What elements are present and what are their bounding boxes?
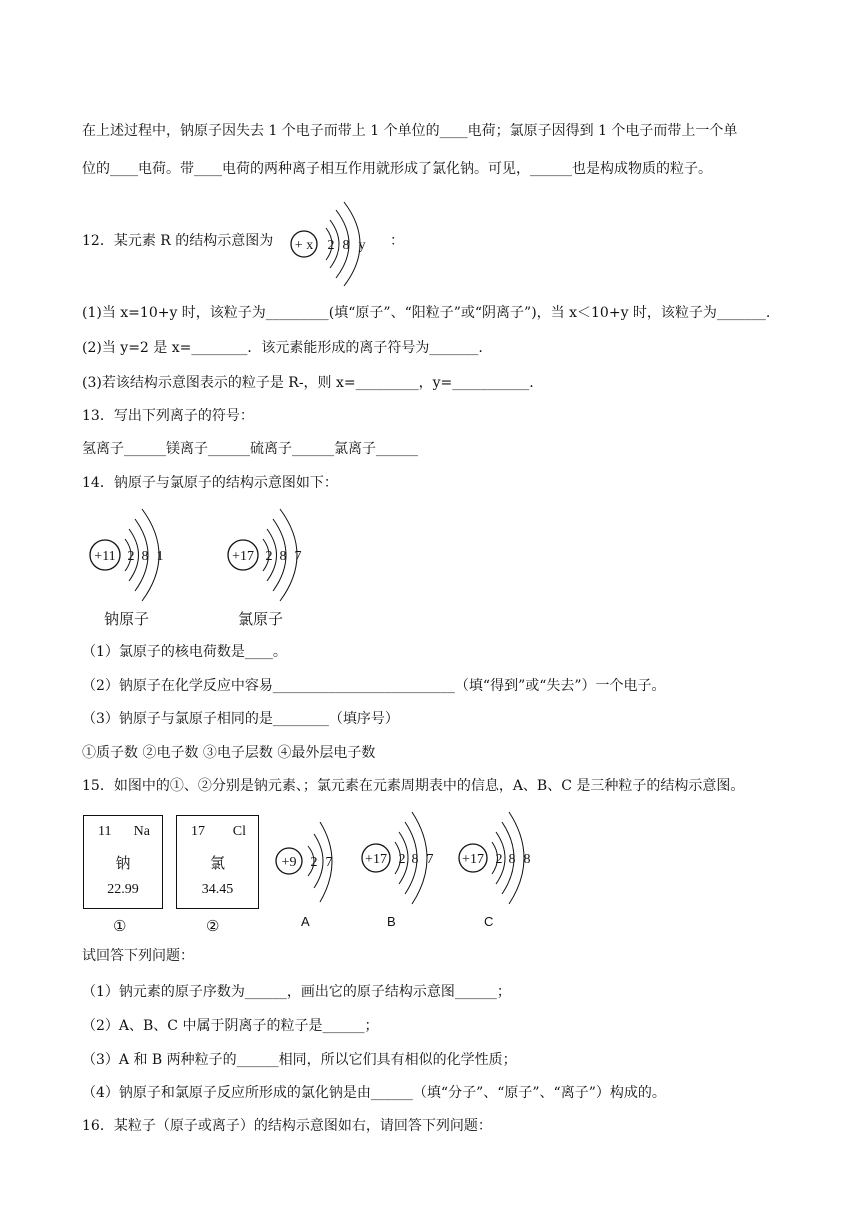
particle-a-diagram bbox=[272, 818, 344, 906]
particle-a-shell-1: 2 bbox=[310, 855, 318, 870]
label-circled-1: ① bbox=[113, 917, 127, 935]
question-12-stem: 12．某元素 R 的结构示意图为 bbox=[82, 233, 274, 249]
particle-b-diagram bbox=[358, 808, 448, 908]
chlorine-name: 氯 bbox=[209, 854, 225, 872]
question-14-options: ①质子数 ②电子数 ③电子层数 ④最外层电子数 bbox=[82, 745, 376, 761]
chlorine-atomic-number: 17 bbox=[191, 824, 205, 839]
r-shell-2: 8 bbox=[342, 238, 350, 253]
chlorine-shell-1: 2 bbox=[265, 549, 273, 564]
label-circled-2: ② bbox=[206, 917, 220, 935]
r-shell-3: y bbox=[358, 238, 366, 253]
question-15-part-1: （1）钠元素的原子序数为______，画出它的原子结构示意图______； bbox=[82, 984, 511, 1000]
question-15-prompt: 试回答下列问题： bbox=[82, 948, 194, 964]
chlorine-atom-diagram bbox=[222, 505, 322, 605]
sodium-nucleus-label: +11 bbox=[94, 549, 116, 564]
particle-a-label: A bbox=[301, 914, 310, 929]
chlorine-element-card bbox=[176, 815, 259, 909]
r-structure-diagram bbox=[286, 198, 386, 290]
particle-b-shell-3: 7 bbox=[426, 852, 434, 867]
chlorine-symbol: Cl bbox=[232, 824, 246, 839]
particle-b-label: B bbox=[387, 914, 396, 929]
question-14-stem: 14．钠原子与氯原子的结构示意图如下： bbox=[82, 475, 338, 491]
particle-b-shell-1: 2 bbox=[398, 852, 406, 867]
particle-c-label: C bbox=[484, 914, 494, 929]
question-14-part-3: （3）钠原子与氯原子相同的是________（填序号） bbox=[82, 711, 399, 727]
particle-b-shell-2: 8 bbox=[411, 852, 419, 867]
question-16-stem: 16．某粒子（原子或离子）的结构示意图如右，请回答下列问题： bbox=[82, 1118, 492, 1134]
sodium-atom-diagram bbox=[84, 505, 184, 605]
sodium-element-card bbox=[83, 815, 163, 909]
sodium-symbol: Na bbox=[133, 824, 150, 839]
question-12-part-1: (1)当 x=10+y 时，该粒子为_________(填“原子”、“阳粒子”或“阴离子”)，当 x＜10+y 时，该粒子为_______. bbox=[82, 305, 771, 321]
r-shell-1: 2 bbox=[327, 238, 335, 253]
sodium-shell-3: 1 bbox=[156, 549, 164, 564]
particle-c-shell-1: 2 bbox=[495, 852, 503, 867]
question-15-stem: 15．如图中的①、②分别是钠元素、；氯元素在元素周期表中的信息，A、B、C 是三种粒子的结构示意图。 bbox=[82, 778, 745, 794]
particle-b-nucleus: +17 bbox=[365, 852, 387, 867]
question-14-part-1: （1）氯原子的核电荷数是____。 bbox=[82, 644, 287, 660]
particle-c-nucleus: +17 bbox=[462, 852, 484, 867]
text-line-2: 位的____电荷。带____电荷的两种离子相互作用就形成了氯化钠。可见，______也是构成物质的粒子。 bbox=[82, 161, 712, 177]
particle-a-shell-2: 7 bbox=[325, 855, 333, 870]
chlorine-shell-3: 7 bbox=[294, 549, 302, 564]
question-12-colon: ： bbox=[390, 233, 404, 249]
particle-c-shell-3: 8 bbox=[523, 852, 531, 867]
sodium-shell-1: 2 bbox=[127, 549, 135, 564]
text-line-1: 在上述过程中，钠原子因失去 1 个电子而带上 1 个单位的____电荷；氯原子因得到 1 个电子而带上一个单 bbox=[82, 123, 738, 139]
chlorine-shell-2: 8 bbox=[279, 549, 287, 564]
question-14-part-2: （2）钠原子在化学反应中容易__________________________（填“得到”或“失去”）一个电子。 bbox=[82, 678, 666, 694]
particle-c-shell-2: 8 bbox=[508, 852, 516, 867]
question-12-part-2: (2)当 y=2 是 x=________．该元素能形成的离子符号为_______. bbox=[82, 340, 483, 356]
chlorine-nucleus-label: +17 bbox=[232, 549, 254, 564]
sodium-atomic-number: 11 bbox=[98, 824, 112, 839]
sodium-shell-2: 8 bbox=[141, 549, 149, 564]
chlorine-atomic-mass: 34.45 bbox=[201, 882, 234, 897]
question-12-part-3: (3)若该结构示意图表示的粒子是 R-，则 x=_________，y=___________. bbox=[82, 375, 534, 391]
chlorine-atom-caption: 氯原子 bbox=[238, 610, 284, 628]
sodium-atomic-mass: 22.99 bbox=[107, 882, 139, 897]
sodium-atom-caption: 钠原子 bbox=[104, 610, 150, 628]
r-nucleus-label: + x bbox=[294, 238, 314, 253]
question-13-stem: 13．写出下列离子的符号： bbox=[82, 408, 254, 424]
question-15-part-3: （3）A 和 B 两种粒子的______相同，所以它们具有相似的化学性质； bbox=[82, 1052, 517, 1068]
question-15-part-2: （2）A、B、C 中属于阴离子的粒子是______； bbox=[82, 1018, 379, 1034]
question-13-items: 氢离子______镁离子______硫离子______氯离子______ bbox=[82, 441, 418, 457]
question-15-part-4: （4）钠原子和氯原子反应所形成的氯化钠是由______（填“分子”、“原子”、“离子”）构成的。 bbox=[82, 1085, 666, 1101]
particle-a-nucleus: +9 bbox=[281, 855, 297, 870]
particle-c-diagram bbox=[455, 808, 545, 908]
sodium-name: 钠 bbox=[115, 854, 131, 872]
